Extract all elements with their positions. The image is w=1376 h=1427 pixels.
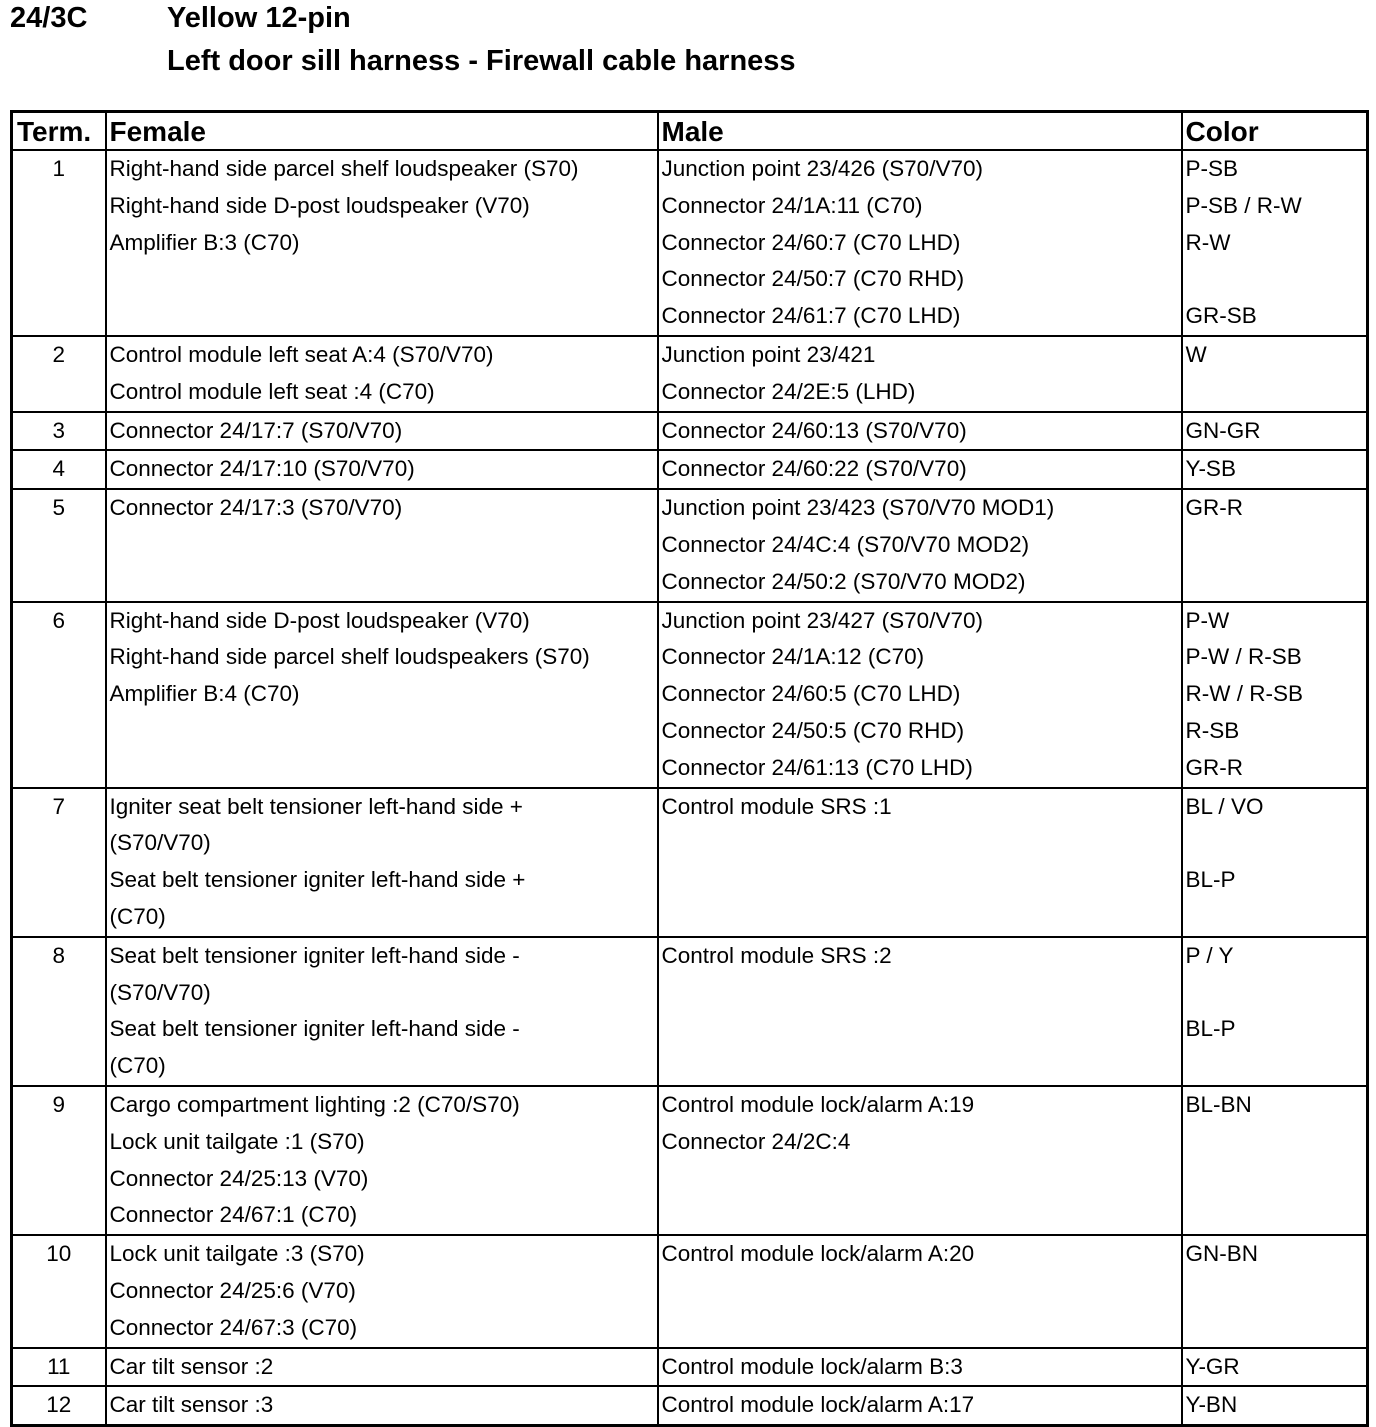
terminal-number: 4 — [12, 450, 106, 489]
terminal-number: 10 — [12, 1235, 106, 1347]
terminal-number: 2 — [12, 336, 106, 412]
wire-color-cell — [1182, 937, 1368, 1086]
table-row — [12, 788, 1368, 937]
wire-color: P-W — [1185, 607, 1230, 633]
male-connection-cell — [658, 336, 1182, 412]
wire-color: BL-P — [1185, 867, 1236, 893]
wire-color: P-W / R-SB — [1185, 644, 1302, 670]
table-row — [12, 150, 1368, 336]
wire-color-cell — [1182, 602, 1368, 788]
wire-color: P / Y — [1185, 942, 1234, 968]
table-row — [12, 450, 1368, 489]
table-header-row — [12, 112, 1368, 151]
female-connection-cell — [106, 412, 658, 451]
female-connection: (C70) — [109, 1053, 166, 1079]
male-connection: Control module SRS :2 — [661, 942, 892, 968]
table-row — [12, 602, 1368, 788]
table-row — [12, 336, 1368, 412]
female-connection: Seat belt tensioner igniter left-hand side + — [109, 867, 526, 893]
female-connection: Right-hand side parcel shelf loudspeakers (S70) — [109, 644, 590, 670]
male-connection-cell — [658, 602, 1182, 788]
wire-color-cell — [1182, 489, 1368, 601]
male-connection: Junction point 23/427 (S70/V70) — [661, 607, 983, 633]
male-connection-cell — [658, 150, 1182, 336]
female-connection: Igniter seat belt tensioner left-hand side + — [109, 793, 523, 819]
female-connection: Cargo compartment lighting :2 (C70/S70) — [109, 1091, 520, 1117]
female-connection-cell — [106, 1348, 658, 1387]
terminal-number: 11 — [12, 1348, 106, 1387]
female-connection: (C70) — [109, 903, 166, 929]
wire-color-cell — [1182, 412, 1368, 451]
wire-color: GN-GR — [1185, 417, 1261, 443]
female-connection: Connector 24/17:7 (S70/V70) — [109, 417, 403, 443]
wire-color-cell — [1182, 1386, 1368, 1425]
table-row — [12, 1386, 1368, 1425]
terminal-number: 7 — [12, 788, 106, 937]
wire-color: GR-R — [1185, 754, 1243, 780]
male-connection-cell — [658, 489, 1182, 601]
male-connection: Connector 24/60:13 (S70/V70) — [661, 417, 967, 443]
female-connection-cell — [106, 1235, 658, 1347]
male-connection: Junction point 23/423 (S70/V70 MOD1) — [661, 495, 1055, 521]
wire-color: GR-SB — [1185, 303, 1257, 329]
male-connection-cell — [658, 1086, 1182, 1235]
wire-color: R-W / R-SB — [1185, 681, 1303, 707]
female-connection: Connector 24/67:3 (C70) — [109, 1314, 358, 1340]
female-connection: Connector 24/25:13 (V70) — [109, 1165, 369, 1191]
wire-color: Y-BN — [1185, 1392, 1238, 1418]
female-connection-cell — [106, 450, 658, 489]
male-connection-cell — [658, 1386, 1182, 1425]
wire-color: BL / VO — [1185, 793, 1264, 819]
wire-color: R-W — [1185, 229, 1231, 255]
male-connection: Connector 24/1A:12 (C70) — [661, 644, 925, 670]
table-row — [12, 412, 1368, 451]
wire-color: BL-P — [1185, 1016, 1236, 1042]
female-connection: Connector 24/67:1 (C70) — [109, 1202, 358, 1228]
male-connection-cell — [658, 788, 1182, 937]
wire-color: GR-R — [1185, 495, 1243, 521]
male-connection: Connector 24/2E:5 (LHD) — [661, 378, 916, 404]
harness-description: Left door sill harness - Firewall cable harness — [167, 45, 796, 77]
male-connection: Junction point 23/426 (S70/V70) — [661, 156, 983, 181]
wire-color-cell — [1182, 1348, 1368, 1387]
wire-color — [1186, 975, 1367, 1012]
page-header — [0, 0, 1376, 108]
female-connection: Connector 24/25:6 (V70) — [109, 1277, 356, 1303]
female-connection: Connector 24/17:10 (S70/V70) — [109, 456, 415, 482]
male-connection: Connector 24/60:5 (C70 LHD) — [661, 681, 961, 707]
column-header-term: Term. — [12, 112, 106, 151]
wire-color-cell — [1182, 788, 1368, 937]
wire-color: P-SB / R-W — [1185, 192, 1302, 218]
terminal-number: 1 — [12, 150, 106, 336]
female-connection-cell — [106, 1086, 658, 1235]
male-connection: Connector 24/61:7 (C70 LHD) — [661, 303, 961, 329]
male-connection: Connector 24/4C:4 (S70/V70 MOD2) — [661, 531, 1030, 557]
male-connection: Connector 24/2C:4 — [661, 1128, 851, 1154]
wire-color: P-SB — [1185, 156, 1239, 181]
male-connection: Control module lock/alarm A:20 — [661, 1241, 975, 1267]
male-connection: Control module SRS :1 — [661, 793, 892, 819]
female-connection: Control module left seat :4 (C70) — [109, 378, 435, 404]
female-connection: (S70/V70) — [109, 830, 211, 856]
table-row — [12, 1086, 1368, 1235]
male-connection-cell — [658, 1348, 1182, 1387]
female-connection: Connector 24/17:3 (S70/V70) — [109, 495, 403, 521]
female-connection-cell — [106, 150, 658, 336]
female-connection: Seat belt tensioner igniter left-hand side - — [109, 942, 520, 968]
male-connection-cell — [658, 937, 1182, 1086]
female-connection-cell — [106, 1386, 658, 1425]
wire-color-cell — [1182, 1086, 1368, 1235]
female-connection-cell — [106, 489, 658, 601]
table-row — [12, 937, 1368, 1086]
connector-name: Yellow 12-pin — [167, 2, 351, 34]
female-connection-cell — [106, 602, 658, 788]
wire-color: GN-BN — [1185, 1241, 1258, 1267]
male-connection: Connector 24/50:7 (C70 RHD) — [661, 266, 965, 292]
column-header-female: Female — [106, 112, 658, 151]
pinout-table — [10, 110, 1369, 1427]
male-connection: Control module lock/alarm B:3 — [661, 1353, 963, 1379]
column-header-color: Color — [1182, 112, 1368, 151]
wire-color: R-SB — [1185, 717, 1240, 743]
female-connection-cell — [106, 937, 658, 1086]
table-body — [12, 150, 1368, 1426]
female-connection: Amplifier B:4 (C70) — [109, 681, 300, 707]
wire-color: Y-SB — [1185, 456, 1236, 482]
wire-color — [1186, 825, 1367, 862]
female-connection: Lock unit tailgate :3 (S70) — [109, 1241, 365, 1267]
terminal-number: 9 — [12, 1086, 106, 1235]
terminal-number: 12 — [12, 1386, 106, 1425]
male-connection: Connector 24/50:5 (C70 RHD) — [661, 717, 965, 743]
wire-color-cell — [1182, 336, 1368, 412]
wire-color-cell — [1182, 1235, 1368, 1347]
column-header-male: Male — [658, 112, 1182, 151]
male-connection: Connector 24/61:13 (C70 LHD) — [661, 754, 973, 780]
wire-color-cell — [1182, 150, 1368, 336]
wire-color: W — [1185, 341, 1207, 367]
female-connection: Car tilt sensor :3 — [109, 1392, 274, 1418]
female-connection: Control module left seat A:4 (S70/V70) — [109, 341, 494, 367]
female-connection-cell — [106, 336, 658, 412]
male-connection-cell — [658, 1235, 1182, 1347]
male-connection: Junction point 23/421 — [661, 341, 876, 367]
female-connection: Car tilt sensor :2 — [109, 1353, 274, 1379]
table-row — [12, 1235, 1368, 1347]
male-connection: Connector 24/60:22 (S70/V70) — [661, 456, 967, 482]
connector-code: 24/3C — [10, 2, 88, 34]
table-row — [12, 1348, 1368, 1387]
table-row — [12, 489, 1368, 601]
female-connection: Right-hand side D-post loudspeaker (V70) — [109, 192, 530, 218]
male-connection: Connector 24/50:2 (S70/V70 MOD2) — [661, 568, 1026, 594]
terminal-number: 5 — [12, 489, 106, 601]
terminal-number: 6 — [12, 602, 106, 788]
male-connection: Control module lock/alarm A:17 — [661, 1392, 975, 1418]
terminal-number: 8 — [12, 937, 106, 1086]
female-connection: Right-hand side parcel shelf loudspeaker (S70) — [109, 156, 579, 181]
female-connection: Amplifier B:3 (C70) — [109, 229, 300, 255]
male-connection-cell — [658, 450, 1182, 489]
female-connection: Seat belt tensioner igniter left-hand side - — [109, 1016, 520, 1042]
female-connection-cell — [106, 788, 658, 937]
wire-color: BL-BN — [1185, 1091, 1252, 1117]
female-connection: (S70/V70) — [109, 979, 211, 1005]
male-connection: Control module lock/alarm A:19 — [661, 1091, 975, 1117]
female-connection: Lock unit tailgate :1 (S70) — [109, 1128, 365, 1154]
terminal-number: 3 — [12, 412, 106, 451]
male-connection-cell — [658, 412, 1182, 451]
wire-color: Y-GR — [1185, 1353, 1240, 1379]
wire-color — [1186, 261, 1367, 298]
wire-color-cell — [1182, 450, 1368, 489]
male-connection: Connector 24/60:7 (C70 LHD) — [661, 229, 961, 255]
male-connection: Connector 24/1A:11 (C70) — [661, 192, 923, 218]
female-connection: Right-hand side D-post loudspeaker (V70) — [109, 607, 530, 633]
